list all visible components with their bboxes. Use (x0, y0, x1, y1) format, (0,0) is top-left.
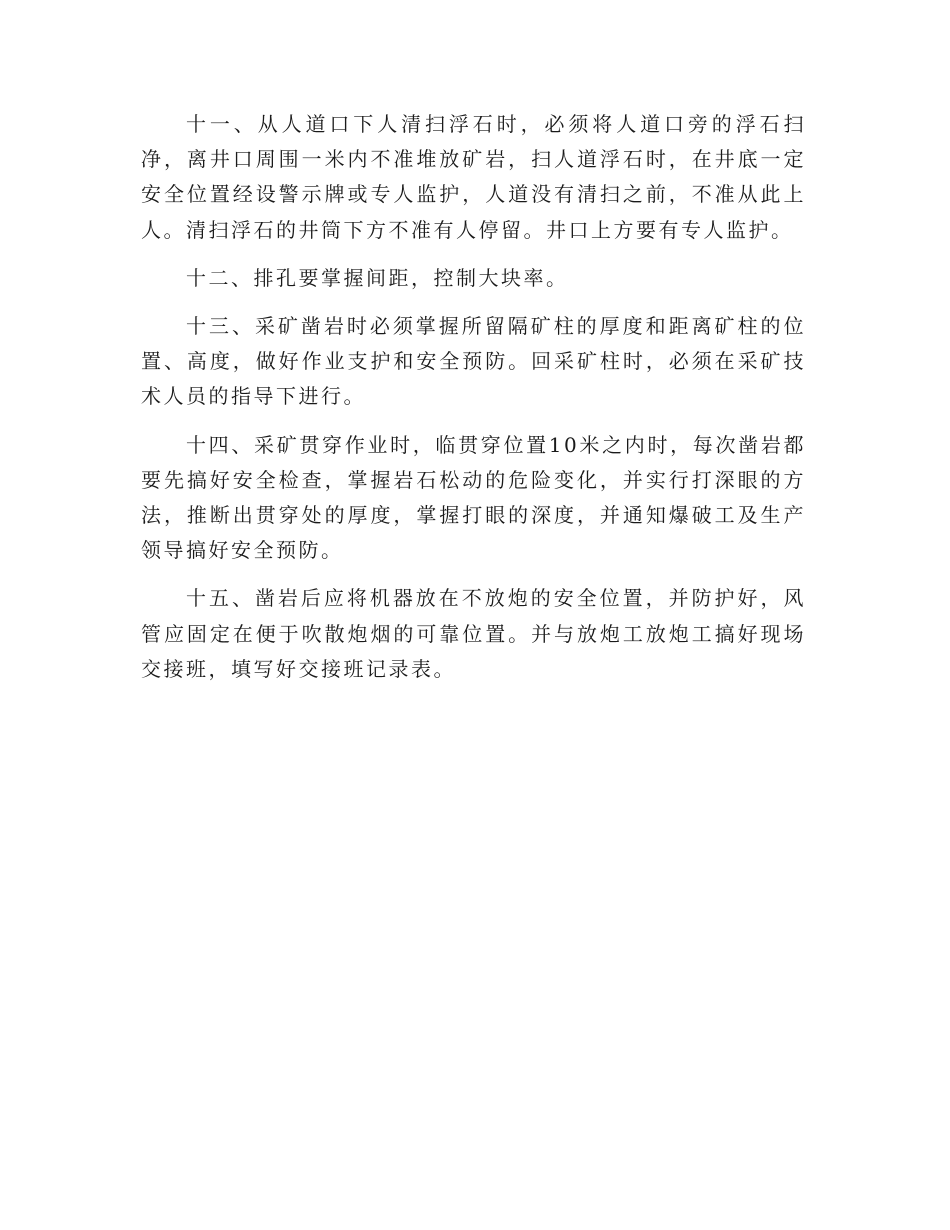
paragraph-13: 十三、采矿凿岩时必须掌握所留隔矿柱的厚度和距离矿柱的位置、高度，做好作业支护和安全预防。回采矿柱时，必须在采矿技术人员的指导下进行。 (141, 314, 806, 409)
paragraph-15: 十五、凿岩后应将机器放在不放炮的安全位置，并防护好，风管应固定在便于吹散炮烟的可靠位置。并与放炮工放炮工搞好现场交接班，填写好交接班记录表。 (141, 586, 806, 681)
document-page (141, 107, 806, 700)
paragraph-14: 十四、采矿贯穿作业时，临贯穿位置10米之内时，每次凿岩都要先搞好安全检查，掌握岩石松动的危险变化，并实行打深眼的方法，推断出贯穿处的厚度，掌握打眼的深度，并通知爆破工及生产领导搞好安全预防。 (141, 432, 806, 563)
paragraph-11: 十一、从人道口下人清扫浮石时，必须将人道口旁的浮石扫净，离井口周围一米内不准堆放矿岩，扫人道浮石时，在井底一定安全位置经设警示牌或专人监护，人道没有清扫之前，不准从此上人。清扫浮石的井筒下方不准有人停留。井口上方要有专人监护。 (141, 112, 806, 242)
paragraph-12: 十二、排孔要掌握间距，控制大块率。 (186, 265, 569, 290)
